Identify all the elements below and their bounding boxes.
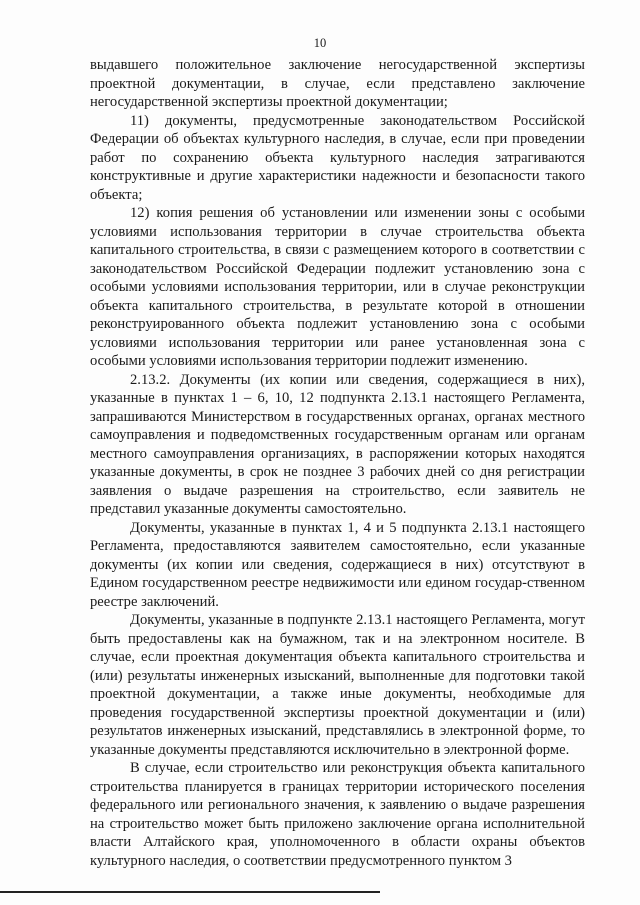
bottom-rule-divider	[0, 891, 380, 893]
page-number: 10	[313, 36, 327, 50]
document-body	[90, 56, 585, 870]
paragraph-6: Документы, указанные в подпункте 2.13.1 настоящего Регламента, могут быть предоставлены как на бумажном, так и на электронном носителе. В случае, если проектная документация объекта капитального строительства и (или) результаты инженерных изысканий, выполненные для подготовки такой проектной документации, а также иные документы, необходимые для проведения государственной экспертизы проектной документации и (или) результатов инженерных изысканий, представлялись в электронной форме, то указанные документы представляются исключительно в электронной форме.	[90, 612, 585, 758]
paragraph-3: 12) копия решения об установлении или изменении зоны с особыми условиями использования территории в случае строительства объекта капитального строительства, в связи с размещением которого в соответствии с законодательством Российской Федерации подлежит установлению зона с особыми условиями использования территории, или в случае реконструкции объекта капитального строительства, в результате которой в отношении реконструированного объекта подлежит установлению зона с особыми условиями использования территории или ранее установленная зона с особыми условиями использования территории подлежит изменению.	[90, 205, 585, 369]
paragraph-2: 11) документы, предусмотренные законодательством Российской Федерации об объектах культурного наследия, в случае, если при проведении работ по сохранению объекта культурного наследия затрагиваются конструктивные и другие характеристики надежности и безопасности такого объекта;	[90, 112, 585, 203]
paragraph-7: В случае, если строительство или реконструкция объекта капитального строительства планируется в границах территории исторического поселения федерального или регионального значения, к заявлению о выдаче разрешения на строительство может быть приложено заключение органа исполнительной власти Алтайского края, уполномоченного в области охраны объектов культурного наследия, о соответствии предусмотренного пунктом 3	[90, 760, 585, 869]
paragraph-5: Документы, указанные в пунктах 1, 4 и 5 подпункта 2.13.1 настоящего Регламента, предоставляются заявителем самостоятельно, если указанные документы (их копии или сведения, содержащиеся в них) отсутствуют в Едином государственном реестре недвижимости или едином государ-ственном реестре заключений.	[90, 519, 585, 610]
paragraph-1: выдавшего положительное заключение негосударственной экспертизы проектной документации, в случае, если представлено заключение негосударственной экспертизы проектной документации;	[90, 57, 585, 110]
paragraph-4: 2.13.2. Документы (их копии или сведения, содержащиеся в них), указанные в пунктах 1 – 6, 10, 12 подпункта 2.13.1 настоящего Регламента, запрашиваются Министерством в государственных органах, органах местного самоуправления и подведомственных государственным органам или органам местного самоуправления организациях, в распоряжении которых находятся указанные документы, в срок не позднее 3 рабочих дней со дня регистрации заявления о выдаче разрешения на строительство, если заявитель не представил указанные документы самостоятельно.	[90, 371, 585, 517]
